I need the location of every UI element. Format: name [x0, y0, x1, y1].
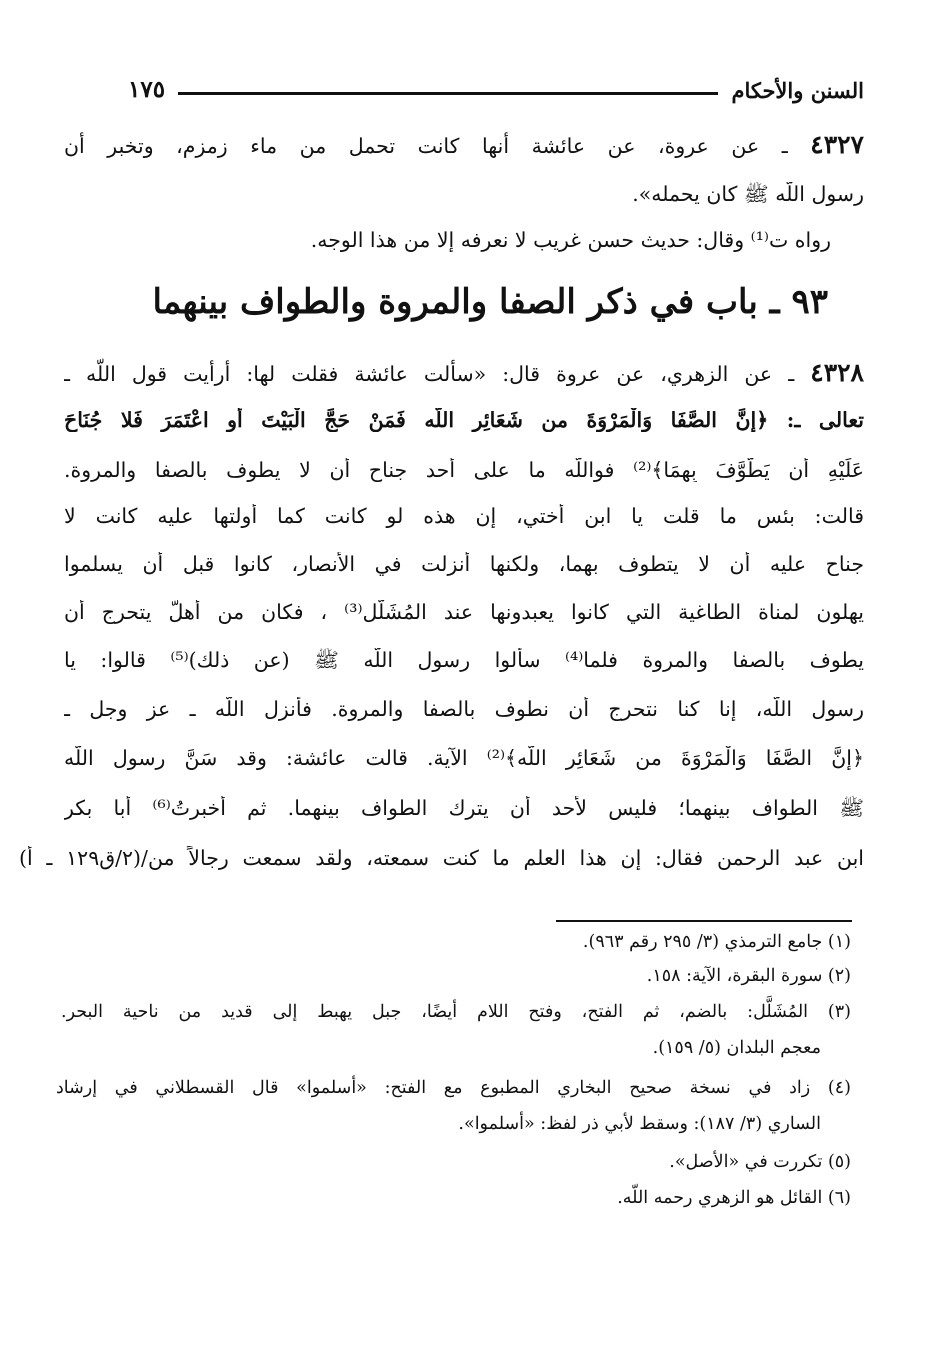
- footnote-1: (١) جامع الترمذي (٣/ ٢٩٥ رقم ٩٦٣).: [582, 932, 851, 952]
- hadith-number: ٤٣٢٨: [810, 358, 864, 387]
- footnote-4: (٤) زاد في نسخة صحيح البخاري المطبوع مع الفتح: «أسلموا» قال القسطلاني في إرشاد: [56, 1078, 851, 1098]
- hadith-4328-line-2: تعالى ـ: ﴿إنَّ الصَّفَا وَالْمَرْوَةَ من شَعَائِرِ اللّه فَمَنْ حَجَّ الْبَيْتَ أَوِ اعْتَمَرَ فَلا جُنَاحَ: [64, 408, 864, 432]
- hadith-4328-line-9: ﴿إنَّ الصَّفَا وَالْمَرْوَةَ من شَعَائِرِ اللّه﴾⁽²⁾ الآية. قالت عائشة: وقد سَنَّ رسول اللّه: [64, 746, 864, 770]
- chapter-heading: ٩٣ ـ باب في ذكر الصفا والمروة والطواف بينهما: [152, 282, 828, 322]
- footnote-3: (٣) المُشَلَّل: بالضم، ثم الفتح، وفتح اللام أيضًا، جبل يهبط إلى قديد من ناحية البحر.: [61, 1002, 851, 1022]
- hadith-4328-line-11: ابن عبد الرحمن فقال: إن هذا العلم ما كنت سمعته، ولقد سمعت رجالاً من/(٢/ق١٢٩ ـ أ): [19, 846, 864, 870]
- hadith-4328-line-5: جناح عليه أن لا يتطوف بهما، ولكنها أنزلت في الأنصار، كانوا قبل أن يسلموا: [64, 552, 864, 576]
- footnote-5: (٥) تكررت في «الأصل».: [669, 1152, 851, 1172]
- hadith-4328-line-7: يطوف بالصفا والمروة فلما⁽⁴⁾ سألوا رسول اللّه ﷺ (عن ذلك)⁽⁵⁾ قالوا: يا: [64, 648, 864, 672]
- running-header-title: السنن والأحكام: [731, 78, 864, 103]
- hadith-4328-line-6: يهلون لمناة الطاغية التي كانوا يعبدونها عند المُشَلَّل⁽³⁾ ، فكان من أهلَّ يتحرج أن: [64, 600, 864, 624]
- hadith-4328-line-8: رسول اللّه، إنا كنا نتحرج أن نطوف بالصفا والمروة. فأنزل اللّه ـ عز وجل ـ: [64, 697, 864, 721]
- hadith-4328-line-4: قالت: بئس ما قلت يا ابن أختي، إن هذه لو كانت كما أولتها عليه كانت لا: [64, 504, 864, 528]
- page-number: ١٧٥: [128, 76, 166, 103]
- hadith-4327-line-1: [64, 130, 864, 159]
- footnote-6: (٦) القائل هو الزهري رحمه اللّه.: [617, 1188, 851, 1208]
- hadith-4327-narration: رواه ت⁽¹⁾ وقال: حديث حسن غريب لا نعرفه إلا من هذا الوجه.: [310, 228, 831, 252]
- hadith-text: ـ عن عروة، عن عائشة أنها كانت تحمل من ماء زمزم، وتخبر أن: [64, 134, 788, 158]
- footnote-rule: [556, 920, 852, 922]
- hadith-4328-line-10: ﷺ الطواف بينهما؛ فليس لأحد أن يترك الطواف بينهما. ثم أخبرتُ⁽⁶⁾ أبا بكر: [64, 796, 864, 820]
- footnote-2: (٢) سورة البقرة، الآية: ١٥٨.: [646, 966, 851, 986]
- header-rule: [178, 92, 718, 95]
- hadith-4328-line-1: [64, 358, 864, 387]
- footnote-3-continued: معجم البلدان (٥/ ١٥٩).: [652, 1038, 821, 1058]
- hadith-4327-line-2: رسول اللّه ﷺ كان يحمله».: [632, 182, 864, 206]
- footnote-4-continued: الساري (٣/ ١٨٧): وسقط لأبي ذر لفظ: «أسلموا».: [458, 1114, 821, 1134]
- hadith-4328-line-3: عَلَيْهِ أَن يَطَّوَّفَ بِهِمَا﴾⁽²⁾ فواللّه ما على أحد جناح أن لا يطوف بالصفا والمروة.: [64, 458, 864, 482]
- hadith-text: ـ عن الزهري، عن عروة قال: «سألت عائشة فقلت لها: أرأيت قول اللّه ـ: [64, 362, 795, 386]
- hadith-number: ٤٣٢٧: [810, 130, 864, 159]
